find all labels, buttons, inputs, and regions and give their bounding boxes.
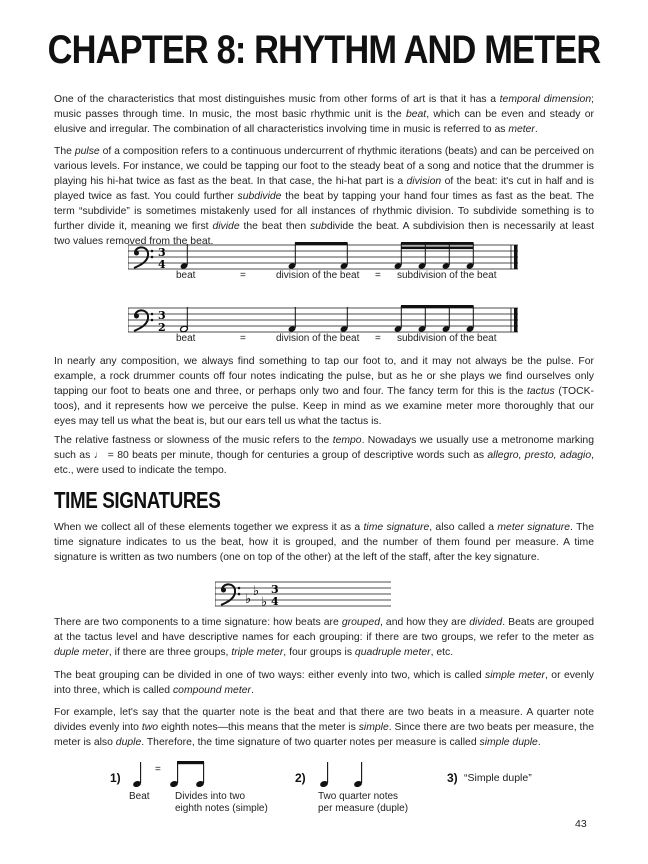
example-1-divides-label: Divides into two [175, 791, 246, 802]
example-2-number: 2) [295, 771, 306, 785]
page-number: 43 [575, 818, 587, 830]
staff-example-half-note-beat [128, 303, 520, 337]
time-sig-bottom: 2 [158, 321, 166, 334]
time-signature-paragraph: When we collect all of these elements together we express it as a time signature, also called a meter signature. The time signature indicates to us the beat, how it is grouped, and the number of them found per measure. A time signature is written as two numbers (one on top of the other) at the left of the staff, after the key signature. [54, 522, 594, 563]
label-division: division of the beat [276, 333, 360, 344]
label-beat: beat [176, 333, 196, 344]
equals-sign: = [240, 333, 246, 344]
equals-sign: = [240, 270, 246, 281]
equals-sign: = [155, 764, 161, 775]
quarter-note [319, 762, 329, 788]
time-sig-bottom: 4 [271, 595, 279, 608]
eighth-note-group [394, 305, 475, 333]
pulse-paragraph: The pulse of a composition refers to a continuous undercurrent of rhythmic iterations (beats) and can be perceived on various levels. For instance, we could be tapping our foot to the steady beat of a song and notice that the drummer is playing his hi-hat twice as fast as the beat. In that case, the hi-hat part is a division of the beat: it's cut in half and is played twice as fast. You could further subdivide the beat by tapping your hand four times as fast as the beat. The term “subdivide” is sometimes mistakenly used for all instances of rhythmic division. To subdivide something is to further divide it, meaning we first divide the beat then subdivide the beat. A subdivision then is necessarily at least two values removed from the beat. [54, 146, 595, 247]
eighth-note-pair [169, 761, 205, 788]
time-sig-bottom: 4 [158, 258, 166, 271]
example-2-label: Two quarter notes [318, 791, 399, 802]
flat-icon: ♭ [261, 595, 268, 610]
time-sig-top: 3 [158, 246, 166, 259]
example-1-beat-label: Beat [129, 791, 150, 802]
intro-paragraph: One of the characteristics that most distinguishes music from other forms of art is that it has a temporal dimension; music passes through time. In music, the most basic rhythmic unit is the beat, which can be even and steady or elusive and irregular. The combination of all characteristics involving time in music is referred to as meter. [54, 94, 594, 135]
time-sig-top: 3 [158, 309, 166, 322]
staff-example-beat-division [128, 240, 520, 274]
tempo-paragraph: The relative fastness or slowness of the music refers to the tempo. Nowadays we usually use a metronome marking such as ♩ = 80 beats per minute, though for centuries a group of descriptive words such as allegro, presto, adagio, etc., were used to indicate the tempo. [54, 435, 595, 476]
quarter-note-example-paragraph: For example, let's say that the quarter note is the beat and that there are two beats in a measure. A quarter note divides evenly into two eighth notes—this means that the meter is simple. Since there are two beats per measure, the meter is also duple. Therefore, the time signature of two quarter notes per measure is called simple duple. [54, 707, 594, 748]
bass-clef-icon [221, 584, 240, 605]
flat-icon: ♭ [253, 584, 260, 599]
example-1-divides-label-line2: eighth notes (simple) [175, 803, 268, 814]
label-division: division of the beat [276, 270, 360, 281]
flat-icon: ♭ [245, 592, 252, 607]
grouping-paragraph: The beat grouping can be divided in one of two ways: either evenly into two, which is called simple meter, or evenly into three, which is called compound meter. [54, 670, 594, 696]
section-heading: TIME SIGNATURES [54, 487, 221, 513]
example-1-number: 1) [110, 771, 121, 785]
example-3-label: “Simple duple” [464, 772, 532, 784]
quarter-note [353, 762, 363, 788]
tactus-paragraph: In nearly any composition, we always find something to tap our foot to, and it may not always be the pulse. For example, a rock drummer counts off four notes indicating the pulse, but as he or she plays we find ourselves only tapping our foot to beats one and three, or perhaps only two and four. The fancy term for this is the tactus (TOCK-toos), and it represents how we perceive the pulse. Keep in mind as we examine meter more thoroughly that our eyes may tell us what the beat is, but our ears tell us what the tactus is. [54, 356, 594, 427]
example-1-notation [126, 760, 210, 790]
time-sig-top: 3 [271, 583, 279, 596]
components-paragraph: There are two components to a time signature: how beats are grouped, and how they are divided. Beats are grouped at the tactus level and have descriptive names for each grouping: if there are two groups, we refer to the meter as duple meter, if there are three groups, triple meter, four groups is quadruple meter, etc. [54, 617, 594, 658]
eighth-note-pair [288, 242, 349, 270]
example-2-label-line2: per measure (duple) [318, 803, 409, 814]
bass-clef-icon [134, 247, 153, 268]
equals-sign: = [375, 333, 381, 344]
label-subdivision: subdivision of the beat [397, 333, 497, 344]
staff-key-signature-example [215, 578, 393, 610]
quarter-note-icon: ♩ [93, 450, 105, 461]
bass-clef-icon [134, 310, 153, 331]
label-subdivision: subdivision of the beat [397, 270, 497, 281]
quarter-note [132, 762, 142, 788]
equals-sign: = [375, 270, 381, 281]
chapter-title: CHAPTER 8: RHYTHM AND METER [47, 28, 601, 72]
example-2-notation [314, 760, 374, 790]
example-3-number: 3) [447, 771, 458, 785]
sixteenth-note-group [394, 242, 475, 270]
label-beat: beat [176, 270, 196, 281]
